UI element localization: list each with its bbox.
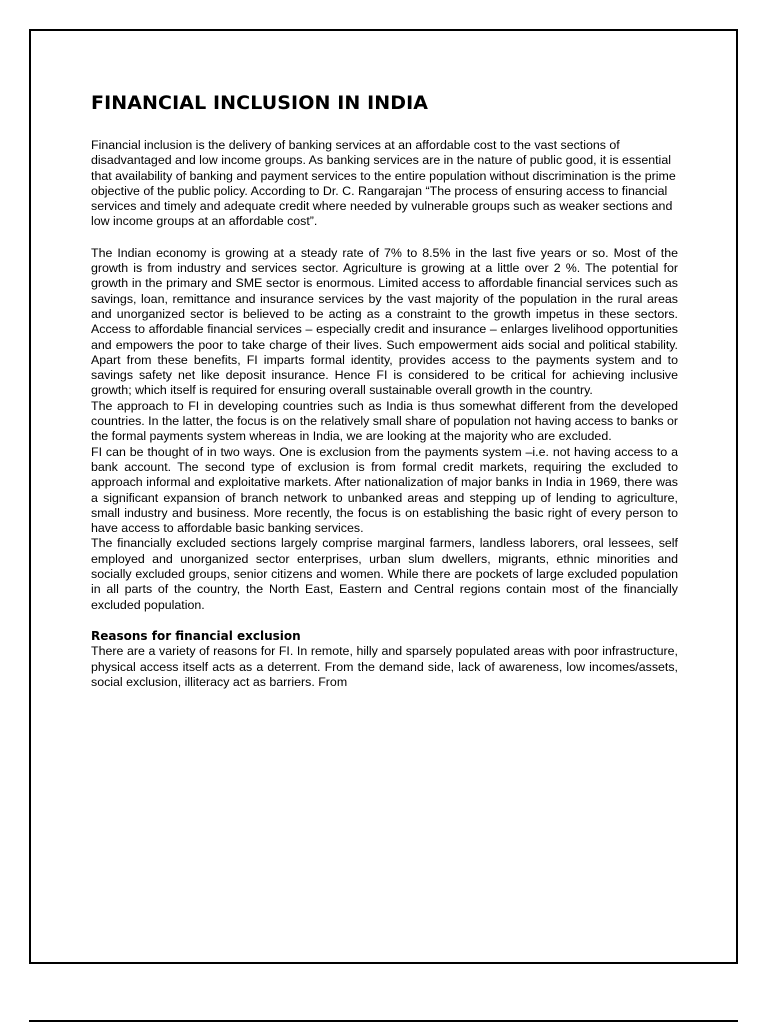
paragraph-spacer <box>91 230 678 246</box>
document-title: FINANCIAL INCLUSION IN INDIA <box>91 92 429 114</box>
section-spacer <box>91 613 678 629</box>
document-body <box>91 90 678 690</box>
section-heading-reasons: Reasons for financial exclusion <box>91 628 301 643</box>
paragraph-definition: Financial inclusion is the delivery of banking services at an affordable cost to the vast sections of disadvantaged and low income groups. As banking services are in the nature of public good, it is essential that availability of banking and payment services to the entire population without discrimination is the prime objective of the public policy. According to Dr. C. Rangarajan “The process of ensuring access to financial services and timely and adequate credit where needed by vulnerable groups such as weaker sections and low income groups at an affordable cost”. <box>91 138 676 229</box>
paragraph-excluded-sections: The financially excluded sections largely comprise marginal farmers, landless laborers, oral lessees, self employed and unorganized sector enterprises, urban slum dwellers, migrants, ethnic minorities and socially excluded groups, senior citizens and women. While there are pockets of large excluded population in all parts of the country, the North East, Eastern and Central regions contain most of the financially excluded population. <box>91 536 678 612</box>
paragraph-economy: The Indian economy is growing at a steady rate of 7% to 8.5% in the last five years or so. Most of the growth is from industry and services sector. Agriculture is growing at a little over 2 %. The potential for growth in the primary and SME sector is enormous. Limited access to affordable financial services such as savings, loan, remittance and insurance services by the vast majority of the population in the rural areas and unorganized sector is believed to be acting as a constraint to the growth impetus in these sectors. Access to affordable financial services – especially credit and insurance – enlarges livelihood opportunities and empowers the poor to take charge of their lives. Such empowerment aids social and political stability. Apart from these benefits, FI imparts formal identity, provides access to the payments system and to savings safety net like deposit insurance. Hence FI is considered to be critical for achieving inclusive growth; which itself is required for ensuring overall sustainable overall growth in the country. <box>91 245 678 398</box>
paragraph-approach: The approach to FI in developing countries such as India is thus somewhat different from the developed countries. In the latter, the focus is on the relatively small share of population not having access to banks or the formal payments system whereas in India, we are looking at the majority who are excluded. <box>91 398 678 444</box>
paragraph-exclusion-types: FI can be thought of in two ways. One is exclusion from the payments system –i.e. not having access to a bank account. The second type of exclusion is from formal credit markets, requiring the excluded to approach informal and exploitative markets. After nationalization of major banks in India in 1969, there was a significant expansion of branch network to unbanked areas and stepping up of lending to agriculture, small industry and business. More recently, the focus is on establishing the basic right of every person to have access to affordable basic banking services. <box>91 444 678 536</box>
next-page-border <box>29 1020 738 1022</box>
paragraph-reasons: There are a variety of reasons for FI. In remote, hilly and sparsely populated areas with poor infrastructure, physical access itself acts as a deterrent. From the demand side, lack of awareness, low incomes/assets, social exclusion, illiteracy act as barriers. From <box>91 644 678 689</box>
